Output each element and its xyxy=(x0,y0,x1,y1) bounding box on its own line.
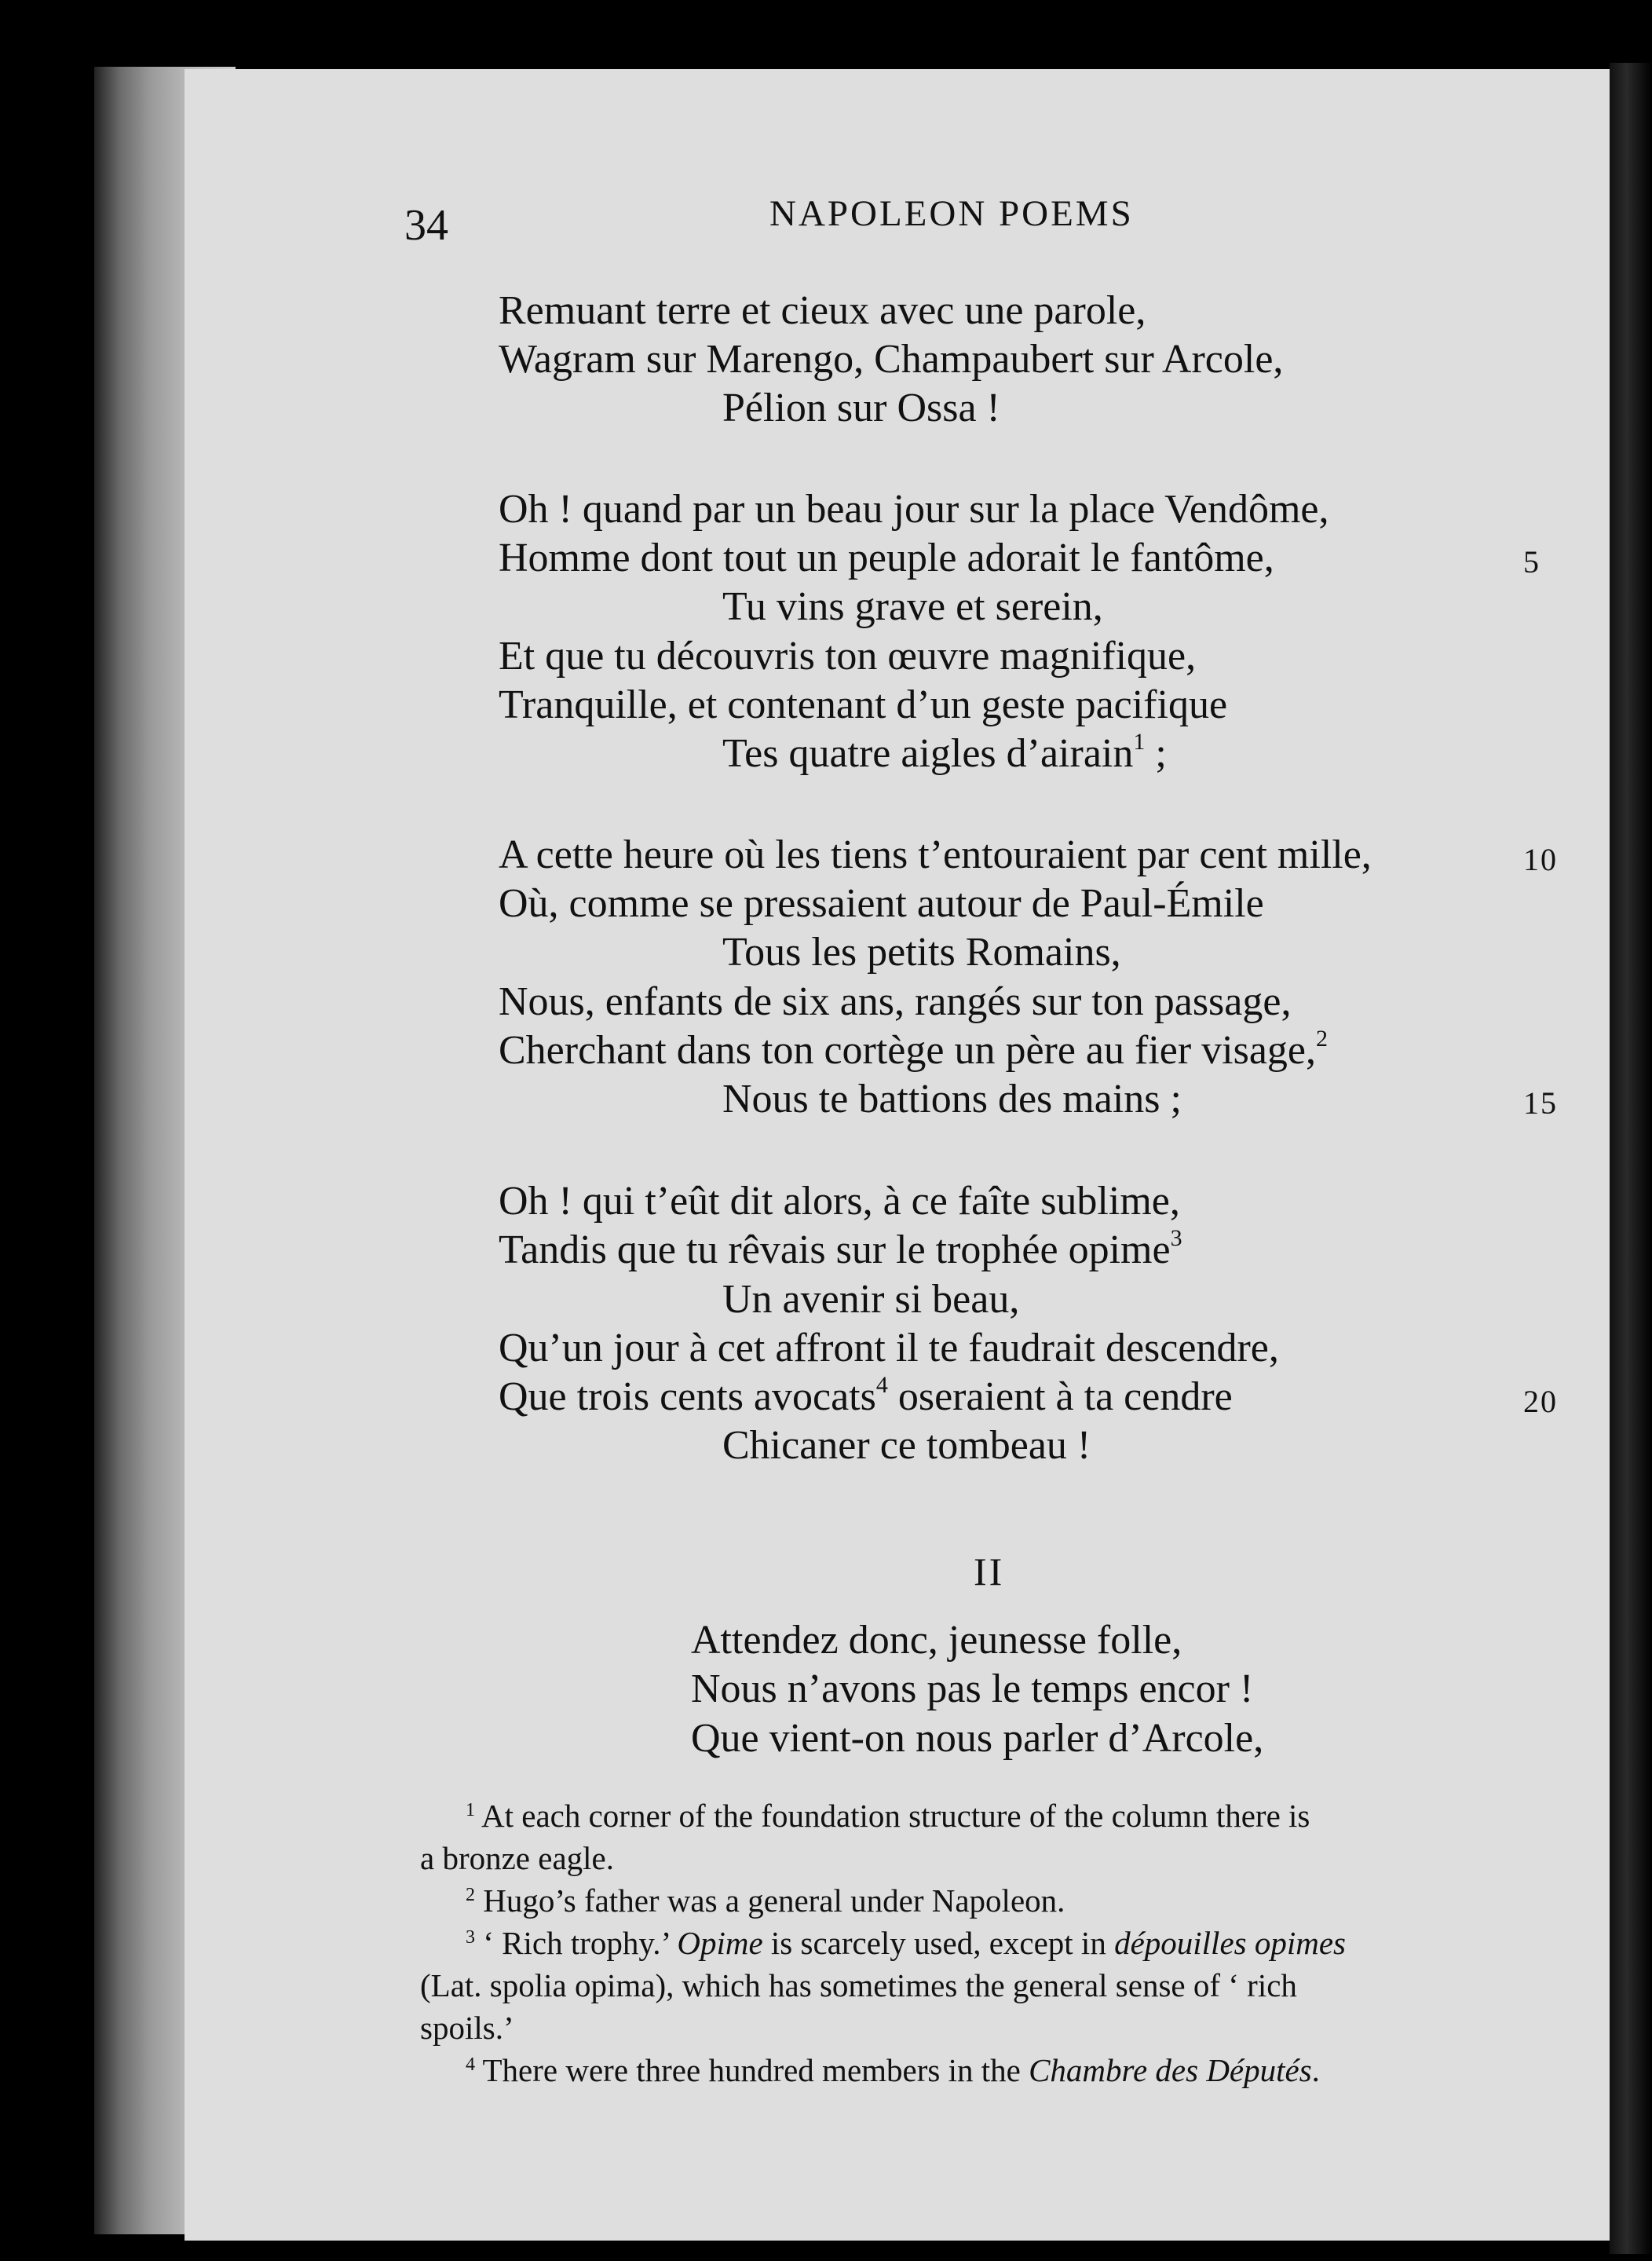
poem-line-13: Nous, enfants de six ans, rangés sur ton passage, xyxy=(499,979,1292,1024)
line-number-10: 10 xyxy=(1523,842,1558,877)
running-title: NAPOLEON POEMS xyxy=(769,193,1134,234)
poem-line-4: Oh ! quand par un beau jour sur la place Vendôme, xyxy=(499,487,1329,532)
poem-line-8: Tranquille, et contenant d’un geste pacifique xyxy=(499,682,1228,727)
poem-line-18: Un avenir si beau, xyxy=(722,1277,1020,1322)
section-line-1: Attendez donc, jeunesse folle, xyxy=(691,1618,1182,1663)
footnote-ref-2: 2 xyxy=(1316,1026,1329,1052)
poem-line-12: Tous les petits Romains, xyxy=(722,930,1121,975)
poem-line-6: Tu vins grave et serein, xyxy=(722,584,1103,629)
poem-line-1: Remuant terre et cieux avec une parole, xyxy=(499,288,1146,333)
page-number: 34 xyxy=(404,201,448,250)
footnote-3: $^3$ ‘ Rich trophy.’ Opime is scarcely used, except in dépouilles opimes xyxy=(466,1925,1347,1961)
poem-line-10: A cette heure où les tiens t’entouraient par cent mille, xyxy=(499,832,1372,877)
poem-line-21: Chicaner ce tombeau ! xyxy=(722,1423,1091,1468)
poem-line-2: Wagram sur Marengo, Champaubert sur Arcole, xyxy=(499,337,1284,382)
poem-line-11: Où, comme se pressaient autour de Paul-Émile xyxy=(499,881,1264,926)
poem-line-17: Tandis que tu rêvais sur le trophée opime$^3$ xyxy=(499,1225,1182,1272)
poem-line-19: Qu’un jour à cet affront il te faudrait descendre, xyxy=(499,1326,1279,1370)
poem-line-5: Homme dont tout un peuple adorait le fantôme, xyxy=(499,536,1274,580)
line-number-5: 5 xyxy=(1523,544,1541,580)
poem-line-9: Tes quatre aigles d’airain$^1$ ; xyxy=(722,729,1167,776)
poem-line-7: Et que tu découvris ton œuvre magnifique, xyxy=(499,634,1197,679)
line-number-15: 15 xyxy=(1523,1085,1558,1121)
poem-line-3: Pélion sur Ossa ! xyxy=(722,386,1000,430)
footnote-ref-3: 3 xyxy=(1170,1225,1182,1251)
footnote-ref-1: 1 xyxy=(1133,729,1146,755)
poem-line-14: Cherchant dans ton cortège un père au fier visage,$^2$ xyxy=(499,1026,1329,1073)
section-line-2: Nous n’avons pas le temps encor ! xyxy=(691,1666,1254,1711)
footnote-ref-4: 4 xyxy=(875,1372,888,1398)
footnote-1-continued: a bronze eagle. xyxy=(420,1840,614,1876)
poem-line-15: Nous te battions des mains ; xyxy=(722,1077,1182,1121)
poem-line-20: Que trois cents avocats$^4$ oseraient à ta cendre xyxy=(499,1372,1233,1419)
section-line-3: Que vient-on nous parler d’Arcole, xyxy=(691,1716,1264,1761)
footnote-2: $^2$ Hugo’s father was a general under Napoleon. xyxy=(466,1882,1065,1919)
footnote-3-end: spoils.’ xyxy=(420,2010,514,2046)
footnote-3-continued: (Lat. spolia opima), which has sometimes the general sense of ‘ rich xyxy=(420,1967,1297,2003)
footnote-4: $^4$ There were three hundred members in the Chambre des Députés. xyxy=(466,2052,1320,2088)
line-number-20: 20 xyxy=(1523,1384,1558,1419)
footnote-1: $^1$ At each corner of the foundation structure of the column there is xyxy=(466,1798,1310,1834)
section-heading-ii: II xyxy=(974,1549,1005,1593)
poem-line-16: Oh ! qui t’eût dit alors, à ce faîte sublime, xyxy=(499,1179,1180,1224)
